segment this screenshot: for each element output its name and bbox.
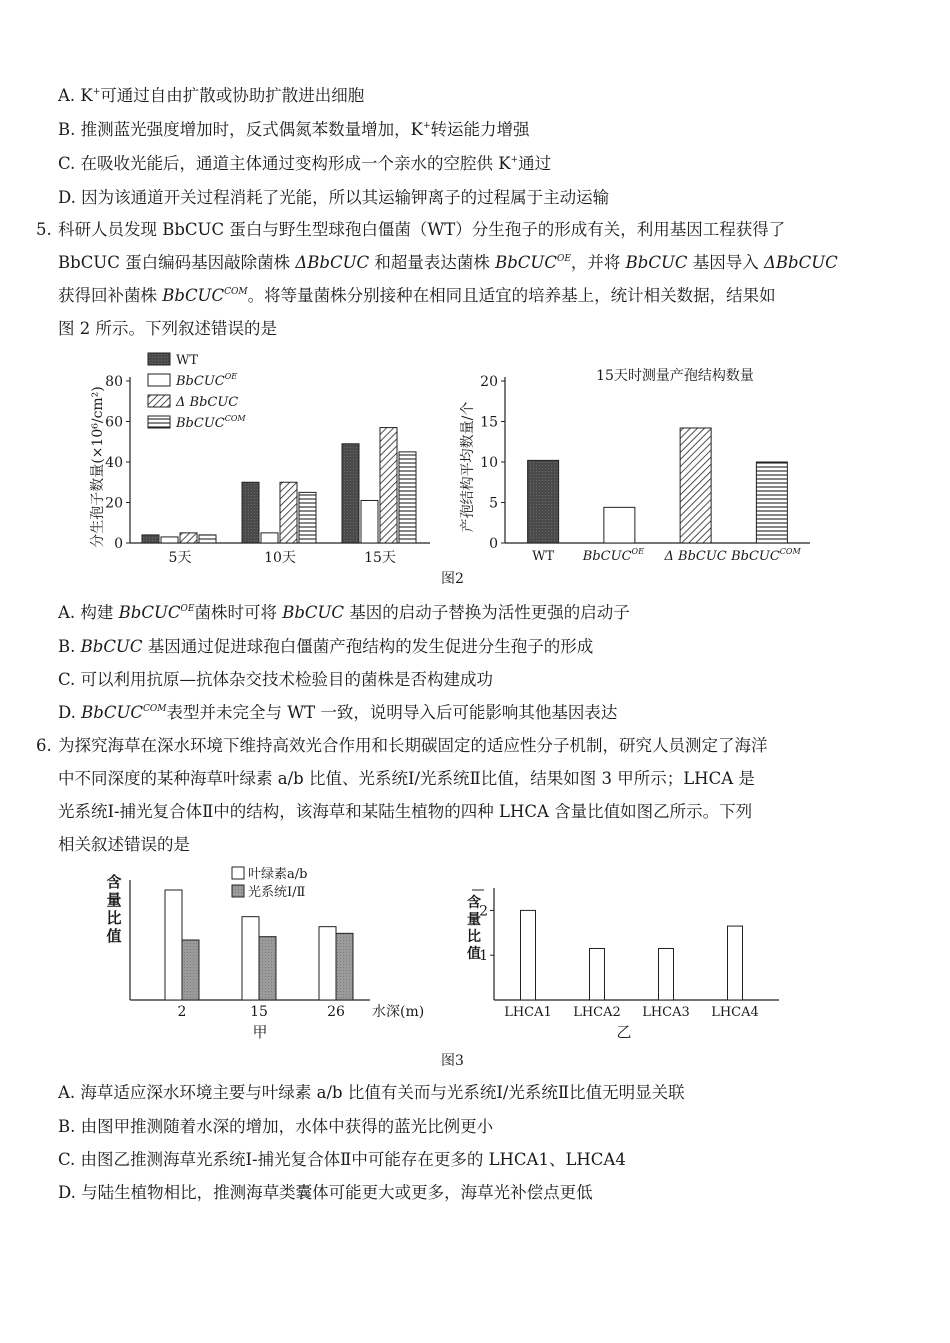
- figure-3: [100, 862, 800, 1042]
- q5-option-c: C. 可以利用抗原—抗体杂交技术检验目的菌株是否构建成功: [58, 670, 494, 689]
- fig3-jia-caption: 甲: [252, 1023, 268, 1041]
- fig2-legend-label: WT: [176, 353, 199, 368]
- fig3-yi-tick-label: 1: [479, 948, 488, 965]
- fig3-yi-y-label-char: 含: [467, 895, 481, 911]
- fig2-legend-label: BbCUC$^{OE}$: [176, 372, 238, 389]
- q6-stem-line1: 为探究海草在深水环境下维持高效光合作用和长期碳固定的适应性分子机制，研究人员测定了海洋: [58, 736, 768, 755]
- fig3-yi-y-label-char: 值: [467, 946, 481, 962]
- fig3-yi-bar: [728, 926, 743, 1000]
- fig2-left-x-label: 5天: [168, 550, 192, 566]
- fig3-jia-y-label-char: 值: [106, 927, 122, 945]
- fig3-yi-x-label: LHCA1: [504, 1005, 552, 1020]
- fig3-jia-x-label: 26: [327, 1004, 345, 1020]
- fig3-yi-x-label: LHCA3: [642, 1005, 690, 1020]
- fig2-left-bar: [242, 482, 259, 543]
- q5-option-a: A. 构建 BbCUC$^{OE}$菌株时可将 BbCUC 基因的启动子替换为活性更强的启动子: [58, 603, 630, 622]
- fig3-yi-bar: [590, 948, 605, 1000]
- fig2-left-x-label: 15天: [364, 550, 396, 566]
- q5-number: 5.: [36, 220, 52, 239]
- q5-stem-line2: BbCUC 蛋白编码基因敲除菌株 ΔBbCUC 和超量表达菌株 BbCUC$^{OE}$，并将 BbCUC 基因导入 ΔBbCUC: [58, 253, 838, 272]
- fig3-jia-y-label-char: 比: [106, 909, 122, 927]
- fig2-left-bar: [161, 537, 178, 543]
- fig2-left-bar: [299, 492, 316, 543]
- q6-number: 6.: [36, 736, 52, 755]
- fig2-left-tick-label: 40: [105, 455, 123, 471]
- fig2-right-title: 15天时测量产孢结构数量: [596, 368, 754, 384]
- fig2-left-chart: [89, 353, 430, 566]
- fig3-caption: 图3: [441, 1053, 464, 1069]
- fig2-left-bar: [180, 533, 197, 543]
- fig2-right-bar: [756, 462, 787, 543]
- fig2-right-x-label: WT: [532, 549, 555, 564]
- fig3-jia-bar: [336, 933, 353, 1000]
- fig3-yi-bar: [659, 948, 674, 1000]
- q6-stem-line2: 中不同深度的某种海草叶绿素 a/b 比值、光系统Ⅰ/光系统Ⅱ比值，结果如图 3 甲所示；LHCA 是: [58, 769, 755, 788]
- q4-option-b: B. 推测蓝光强度增加时，反式偶氮苯数量增加，K+转运能力增强: [58, 120, 530, 139]
- q4-option-a: A. K+可通过自由扩散或协助扩散进出细胞: [58, 86, 365, 105]
- fig2-right-tick-label: 5: [489, 495, 498, 512]
- fig2-left-bar: [199, 535, 216, 543]
- fig2-right-chart: [459, 367, 810, 564]
- fig3-legend-label: 叶绿素a/b: [248, 867, 308, 882]
- fig2-legend-swatch: [148, 395, 170, 407]
- fig3-jia-bar: [165, 890, 182, 1000]
- q6-option-d: D. 与陆生植物相比，推测海草类囊体可能更大或更多，海草光补偿点更低: [58, 1183, 593, 1202]
- fig2-left-bar: [380, 428, 397, 543]
- fig2-right-bar: [680, 428, 711, 543]
- fig2-legend-swatch: [148, 416, 170, 428]
- q5-stem-line4: 图 2 所示。下列叙述错误的是: [58, 319, 277, 338]
- fig3-yi-tick-label: 2: [479, 903, 488, 920]
- fig2-right-tick-label: 15: [480, 414, 498, 431]
- q4-option-c: C. 在吸收光能后，通道主体通过变构形成一个亲水的空腔供 K+通过: [58, 154, 552, 173]
- fig3-legend-swatch: [232, 867, 244, 879]
- fig2-right-bar: [604, 507, 635, 543]
- q6-stem-line3: 光系统Ⅰ-捕光复合体Ⅱ中的结构，该海草和某陆生植物的四种 LHCA 含量比值如图乙所示。下列: [58, 802, 753, 821]
- fig3-legend-label: 光系统Ⅰ/Ⅱ: [248, 885, 306, 900]
- fig3-jia-x-label: 15: [250, 1004, 268, 1020]
- fig3-jia-bar: [242, 917, 259, 1000]
- fig2-left-bar: [399, 452, 416, 543]
- fig2-legend-label: Δ BbCUC: [176, 395, 239, 410]
- fig2-right-x-label: Δ BbCUC: [664, 549, 727, 564]
- fig2-left-bar: [342, 444, 359, 543]
- fig3-jia-y-label-char: 量: [106, 891, 122, 909]
- q6-option-a: A. 海草适应深水环境主要与叶绿素 a/b 比值有关而与光系统Ⅰ/光系统Ⅱ比值无明显关联: [58, 1083, 685, 1102]
- fig3-yi-chart: [467, 888, 779, 1041]
- fig3-yi-y-label-char: 比: [467, 929, 481, 945]
- q4-option-d: D. 因为该通道开关过程消耗了光能，所以其运输钾离子的过程属于主动运输: [58, 188, 610, 207]
- fig2-left-bar: [361, 500, 378, 543]
- fig2-legend-swatch: [148, 374, 170, 386]
- fig2-caption: 图2: [441, 571, 464, 587]
- fig2-right-tick-label: 0: [489, 536, 498, 552]
- figure-2: [80, 345, 820, 585]
- q6-option-b: B. 由图甲推测随着水深的增加，水体中获得的蓝光比例更小: [58, 1117, 494, 1136]
- fig3-jia-x-title: 水深(m): [372, 1004, 425, 1020]
- fig2-right-y-label: 产孢结构平均数量/个: [460, 401, 476, 533]
- fig2-left-tick-label: 60: [105, 414, 123, 431]
- q5-option-b: B. BbCUC 基因通过促进球孢白僵菌产孢结构的发生促进分生孢子的形成: [58, 637, 594, 656]
- fig3-jia-bar: [319, 927, 336, 1000]
- fig3-jia-bar: [259, 937, 276, 1000]
- fig2-right-bar: [528, 460, 559, 543]
- q5-option-d: D. BbCUC$^{COM}$表型并未完全与 WT 一致，说明导入后可能影响其他基因表达: [58, 703, 618, 722]
- fig3-yi-caption: 乙: [616, 1023, 632, 1041]
- q6-stem-line4: 相关叙述错误的是: [58, 835, 190, 854]
- fig3-yi-x-label: LHCA2: [573, 1005, 621, 1020]
- fig2-right-x-label: BbCUC$^{OE}$: [582, 547, 644, 564]
- fig3-legend-swatch: [232, 885, 244, 897]
- q5-stem-line1: 科研人员发现 BbCUC 蛋白与野生型球孢白僵菌（WT）分生孢子的形成有关，利用基因工程获得了: [58, 220, 786, 239]
- fig2-legend-swatch: [148, 353, 170, 365]
- fig2-left-bar: [280, 482, 297, 543]
- fig2-left-bar: [142, 535, 159, 543]
- fig2-left-tick-label: 0: [114, 536, 123, 552]
- fig2-left-tick-label: 20: [105, 495, 123, 512]
- fig3-jia-y-label-char: 含: [106, 873, 122, 891]
- fig2-left-tick-label: 80: [105, 374, 123, 390]
- fig2-legend-label: BbCUC$^{COM}$: [176, 414, 246, 431]
- fig2-right-x-label: BbCUC$^{COM}$: [731, 547, 801, 564]
- fig3-yi-x-label: LHCA4: [711, 1005, 759, 1020]
- fig2-left-y-label: 分生孢子数量(×10⁶/cm²): [90, 386, 106, 548]
- fig2-right-tick-label: 20: [480, 374, 498, 390]
- fig3-jia-bar: [182, 940, 199, 1000]
- fig3-jia-chart: [106, 867, 424, 1041]
- q6-option-c: C. 由图乙推测海草光系统Ⅰ-捕光复合体Ⅱ中可能存在更多的 LHCA1、LHCA4: [58, 1150, 626, 1169]
- fig3-yi-y-label-char: 量: [467, 912, 481, 928]
- fig2-left-x-label: 10天: [264, 550, 296, 566]
- fig2-left-bar: [261, 533, 278, 543]
- fig3-jia-x-label: 2: [177, 1004, 187, 1020]
- fig2-right-tick-label: 10: [480, 455, 498, 471]
- fig3-yi-bar: [521, 910, 536, 1000]
- q5-stem-line3: 获得回补菌株 BbCUC$^{COM}$。将等量菌株分别接种在相同且适宜的培养基上，统计相关数据，结果如: [58, 286, 776, 305]
